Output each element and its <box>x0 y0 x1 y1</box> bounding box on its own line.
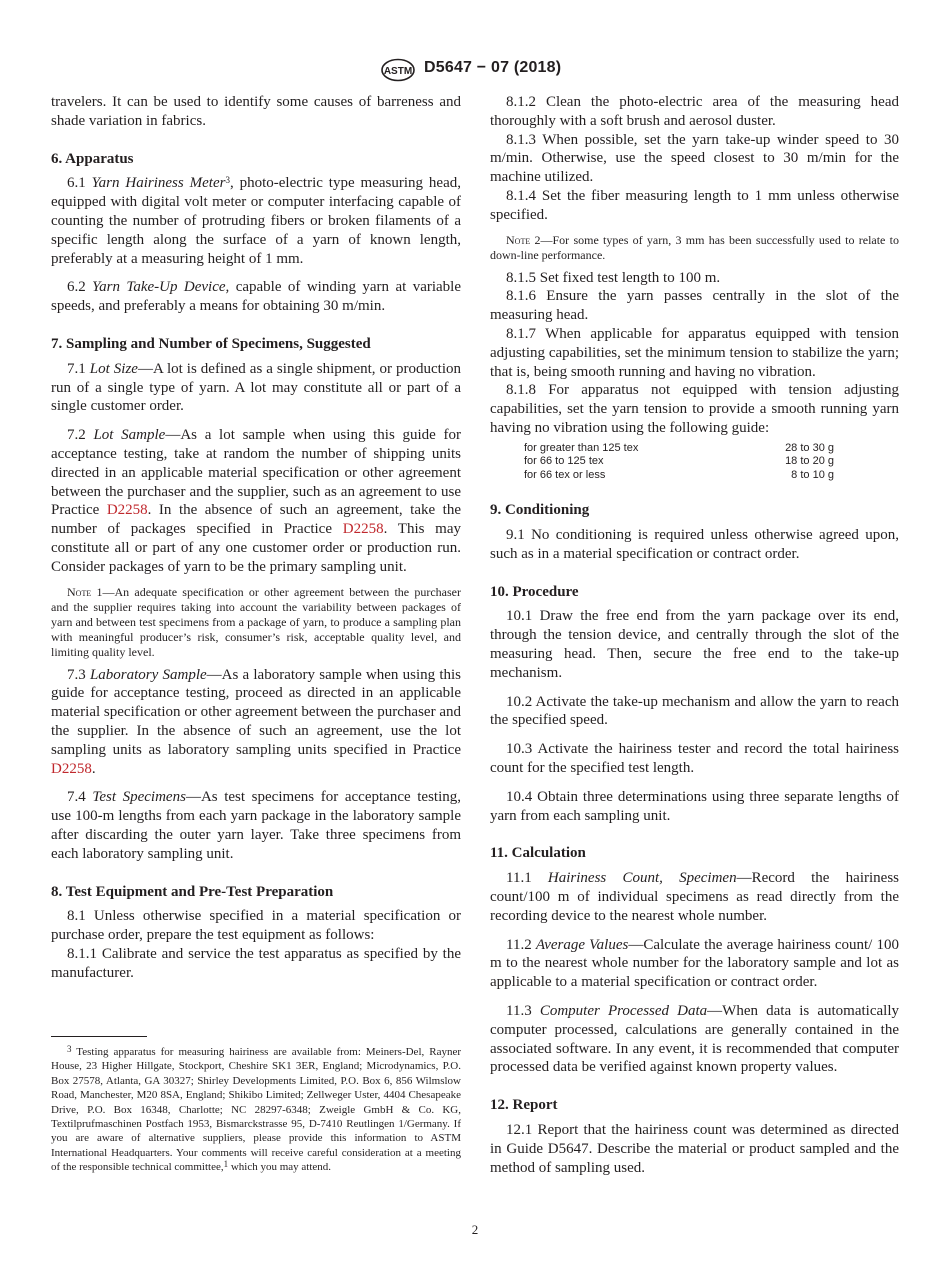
clause-number: 6.2 <box>67 279 93 296</box>
clause-text: —As a laboratory sample when using this guide for acceptance testing, proceed as directed in an applicable material specification or other agreement between the purchaser and the supplier. In the absence of such an agreement, use the lot sampling units as laboratory sampling units specified in Practice <box>51 666 461 758</box>
clause-text: . This may constitute all or part of any one customer order or production run. Consider packages of yarn to be the primary sampling unit. <box>51 521 461 575</box>
continued-paragraph: travelers. It can be used to identify some causes of barreness and shade variation in fabrics. <box>51 94 461 129</box>
astm-logo-icon <box>380 58 416 82</box>
reference-link-d2258[interactable]: D2258 <box>342 521 384 538</box>
paragraph-8-1-2: 8.1.2 Clean the photo-electric area of the measuring head thoroughly with a soft brush and aerosol duster. <box>490 94 899 129</box>
clause-number: 7.1 <box>67 360 90 377</box>
clause-text: —Record the hairiness count/100 m of individual specimens as read directly from the recording device to the nearest whole number. <box>490 870 899 924</box>
clause-text: —A lot is defined as a single shipment, or production run of a single type of yarn. A lot may constitute all or part of a single customer order. <box>51 360 462 415</box>
paragraph-10-3: 10.3 Activate the hairiness tester and record the total hairiness count for the specified test length. <box>490 741 899 777</box>
table-row <box>524 442 834 456</box>
section-8-title: 8. Test Equipment and Pre-Test Preparation <box>51 883 334 900</box>
clause-term: Lot Sample <box>93 427 166 444</box>
clause-text: —Calculate the average hairiness count/ 100 m to the nearest whole number for the laboratory sample and lot as applicable to a material specification or contract order. <box>490 936 900 991</box>
paragraph-7-2 <box>51 426 461 576</box>
section-10-title: 10. Procedure <box>490 583 579 600</box>
clause-term: Laboratory Sample <box>89 666 207 683</box>
clause-number: 7.2 <box>67 427 94 444</box>
clause-term: Lot Size <box>89 360 138 377</box>
footnote-ref: 3 <box>225 175 230 186</box>
paragraph-9-1: 9.1 No conditioning is required unless otherwise agreed upon, such as in a material specification or contract order. <box>490 527 899 562</box>
table-cell-value: 28 to 30 g <box>785 441 834 454</box>
clause-number: 7.4 <box>67 789 93 806</box>
paragraph-8-1-8: 8.1.8 For apparatus not equipped with tension adjusting capabilities, set the yarn tension to provide a smooth running yarn having no vibration using the following guide: <box>490 382 899 436</box>
section-7-title: 7. Sampling and Number of Specimens, Suggested <box>51 335 371 352</box>
footnote-text: which you may attend. <box>228 1161 332 1174</box>
clause-text: . <box>91 760 96 777</box>
footnote-divider <box>51 1036 147 1037</box>
paragraph-11-3 <box>490 1002 899 1077</box>
tension-guide-table <box>524 442 834 483</box>
note-text: —For some types of yarn, 3 mm has been successfully used to relate to down-line performance. <box>490 232 899 262</box>
footnote-text: Testing apparatus for measuring hairiness are available from: Meiners-Del, Rayner House, 23 Higher Hillgate, Stockport, Cheshire SK1 3ER, England; Microdynamics, P.O. Box 27578, Atlanta, GA 30327; Shirley Developments Limited, P.O. Box 6, 856 Wilmslow Road, Manchester, M20 8SA, England; Shikibo Limited; Zellweger Uster, 4404 Chesapeake Drive, P.O. Box 16348, Charlotte; NC 28297-6348; Zweigle GmbH & Co. KG, Textilprufmaschinen Postfach 1953, Bismarckstrasse 95, D-7410 Reutlingen 1/Germany. If you are aware of alternative suppliers, please provide this information to ASTM International Headquarters. Your comments will receive careful consideration at a meeting of the responsible technical committee, <box>51 1046 461 1174</box>
clause-text: . In the absence of such an agreement, take the number of packages specified in Practice <box>51 502 461 538</box>
paragraph-6-2 <box>51 278 461 316</box>
clause-text: —When data is automatically computer processed, calculations are generally contained in the associated software. In any event, it is recommended that computer processed data be verified against known property values. <box>490 1002 899 1076</box>
note-1 <box>51 585 461 660</box>
paragraph-8-1: 8.1 Unless otherwise specified in a material specification or purchase order, prepare the test equipment as follows: <box>51 908 461 944</box>
table-row <box>524 455 834 469</box>
paragraph-8-1-6: 8.1.6 Ensure the yarn passes centrally in the slot of the measuring head. <box>490 288 899 324</box>
table-cell-label: for greater than 125 tex <box>524 441 639 454</box>
clause-text: —As test specimens for acceptance testing, use 100-m lengths from each yarn package in the laboratory sample after discarding the outer yarn layer. Take three specimens from each laboratory sampling unit. <box>51 789 461 862</box>
footnote-ref: 1 <box>223 1159 229 1170</box>
document-id: D5647 − 07 (2018) <box>424 59 562 76</box>
clause-term: Yarn Take-Up Device, <box>92 279 230 296</box>
paragraph-7-1 <box>51 360 461 416</box>
paragraph-10-4: 10.4 Obtain three determinations using three separate lengths of yarn from each sampling unit. <box>490 788 899 824</box>
note-2 <box>490 233 899 263</box>
paragraph-11-1 <box>490 869 899 925</box>
right-column <box>490 93 899 1177</box>
clause-number: 11.2 <box>506 936 536 953</box>
clause-number: 6.1 <box>67 175 92 192</box>
svg-text:ASTM: ASTM <box>383 66 413 77</box>
clause-term: Average Values <box>535 936 629 953</box>
section-6-title: 6. Apparatus <box>51 150 134 167</box>
paragraph-8-1-3: 8.1.3 When possible, set the yarn take-up winder speed to 30 m/min. Otherwise, use the speed closest to 30 m/min for the machine utilized. <box>490 131 899 186</box>
footnote-number: 3 <box>67 1044 72 1054</box>
paragraph-6-1 <box>51 174 461 268</box>
clause-number: 7.3 <box>67 666 90 683</box>
clause-text: —As a lot sample when using this guide for acceptance testing, take at random the number of shipping units directed in an applicable material specification or other agreement between the purchaser and the supplier, such as an agreement to use Practice <box>51 427 462 519</box>
footnote-3 <box>51 1045 461 1175</box>
note-text: —An adequate specification or other agreement between the purchaser and the supplier requires taking into account the variability between packages of yarn and between test specimens from a package of yarn, to produce a sampling plan with meaningful producer’s risk, consumer’s risk, acceptable quality level, and limiting quality level. <box>51 584 461 659</box>
section-11-title: 11. Calculation <box>490 845 586 862</box>
paragraph-10-1: 10.1 Draw the free end from the yarn package over its end, through the tension device, and centrally through the slot of the measuring head. Then, secure the free end to the take-up mechanism. <box>490 608 899 681</box>
table-row <box>524 469 834 483</box>
left-column <box>51 93 461 982</box>
table-cell-value: 8 to 10 g <box>791 468 834 481</box>
table-cell-label: for 66 to 125 tex <box>524 455 604 468</box>
clause-term: Yarn Hairiness Meter <box>91 175 226 192</box>
paragraph-11-2 <box>490 936 899 992</box>
table-cell-value: 18 to 20 g <box>785 455 834 468</box>
table-cell-label: for 66 tex or less <box>524 468 606 481</box>
clause-text: , photo-electric type measuring head, equipped with digital volt meter or computer interfacing capable of counting the number of protruding fibers or broken filaments of a specific length along the surface of a yarn of known length, preferably at a measuring height of 1 mm. <box>51 175 462 267</box>
page-header <box>0 58 950 82</box>
reference-link-d2258[interactable]: D2258 <box>106 502 148 519</box>
paragraph-7-4 <box>51 788 461 863</box>
paragraph-12-1: 12.1 Report that the hairiness count was determined as directed in Guide D5647. Describe the material or product sampled and the method of sampling used. <box>490 1121 899 1176</box>
clause-term: Hairiness Count, Specimen <box>547 870 737 887</box>
paragraph-8-1-5: 8.1.5 Set fixed test length to 100 m. <box>506 269 721 286</box>
clause-term: Test Specimens <box>92 789 186 806</box>
paragraph-7-3 <box>51 666 461 779</box>
clause-term: Computer Processed Data <box>539 1002 708 1019</box>
note-label: Note 2 <box>506 232 541 247</box>
clause-number: 11.3 <box>506 1002 540 1019</box>
note-label: Note 1 <box>67 584 103 599</box>
section-9-title: 9. Conditioning <box>490 502 590 519</box>
section-12-title: 12. Report <box>490 1097 558 1114</box>
paragraph-8-1-7: 8.1.7 When applicable for apparatus equipped with tension adjusting capabilities, set the minimum tension to stabilize the yarn; that is, being smooth running and having no vibration. <box>490 325 899 380</box>
clause-text: capable of winding yarn at variable speeds, and preferably a means for obtaining 30 m/min. <box>51 279 462 315</box>
clause-number: 11.1 <box>506 870 548 887</box>
paragraph-8-1-1: 8.1.1 Calibrate and service the test apparatus as specified by the manufacturer. <box>51 945 461 981</box>
page-number: 2 <box>471 1222 479 1237</box>
paragraph-8-1-4: 8.1.4 Set the fiber measuring length to 1 mm unless otherwise specified. <box>490 187 899 223</box>
reference-link-d2258[interactable]: D2258 <box>51 760 92 777</box>
paragraph-10-2: 10.2 Activate the take-up mechanism and allow the yarn to reach the specified speed. <box>490 693 899 729</box>
